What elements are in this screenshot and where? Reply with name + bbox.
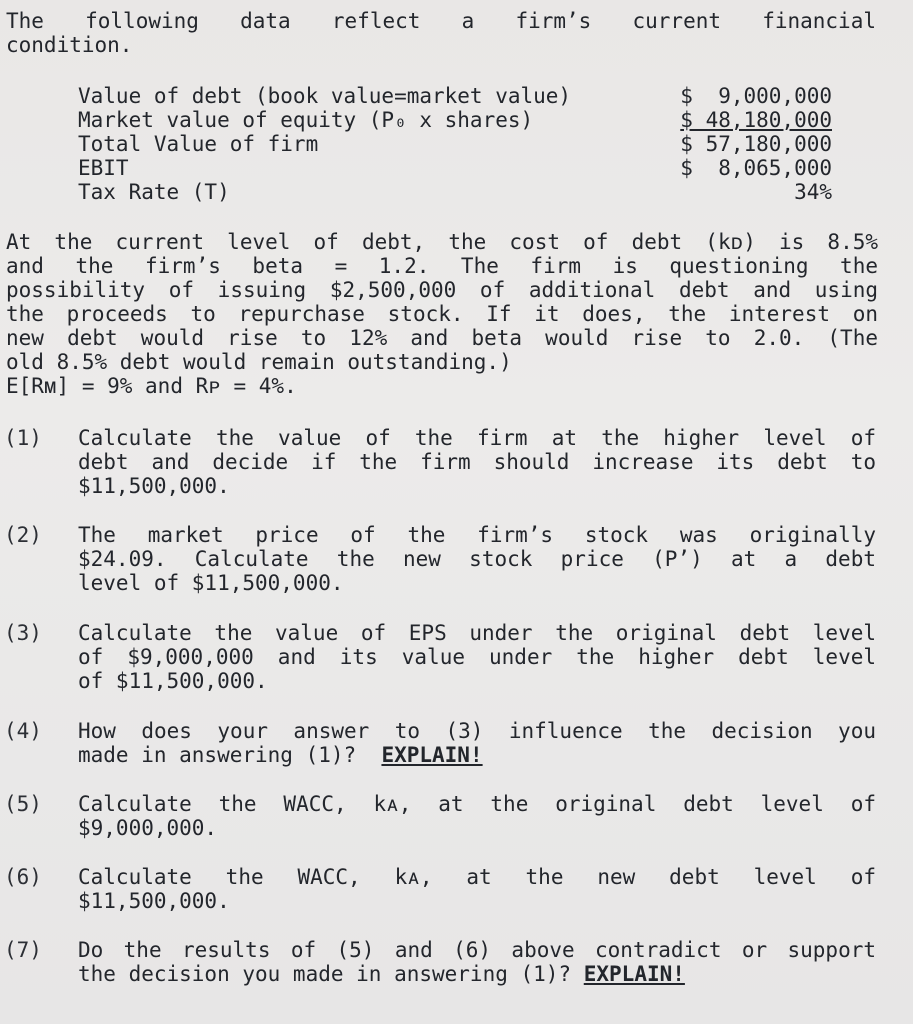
table-value: $ 9,000,000 bbox=[680, 84, 832, 108]
question-text: made in answering (1)? bbox=[78, 743, 357, 767]
table-label: Total Value of firm bbox=[78, 132, 319, 156]
table-value bbox=[660, 108, 832, 132]
question-body bbox=[78, 523, 876, 595]
table-label: Value of debt (book value=market value) bbox=[78, 84, 572, 108]
paragraph-line: E[Rᴍ] = 9% and Rᴘ = 4%. bbox=[6, 374, 297, 398]
table-label: EBIT bbox=[78, 156, 129, 180]
table-label: Market value of equity (P₀ x shares) bbox=[78, 108, 534, 132]
paragraph-line: the proceeds to repurchase stock. If it does, the interest on bbox=[6, 302, 878, 326]
question-line: $24.09. Calculate the new stock price (P’) at a debt bbox=[78, 547, 876, 571]
question-line: Calculate the WACC, kᴀ, at the new debt level of bbox=[78, 865, 876, 889]
question-line bbox=[78, 743, 876, 767]
paragraph-line: old 8.5% debt would remain outstanding.) bbox=[6, 350, 512, 374]
question-number: (4) bbox=[4, 719, 42, 743]
question-line bbox=[78, 962, 876, 986]
table-value-underlined: $ 48,180,000 bbox=[680, 108, 832, 132]
table-row bbox=[78, 180, 832, 204]
question-line: $11,500,000. bbox=[78, 889, 230, 913]
question-body bbox=[78, 719, 876, 767]
question-line: level of $11,500,000. bbox=[78, 571, 344, 595]
paragraph-line: new debt would rise to 12% and beta would rise to 2.0. (The bbox=[6, 326, 878, 350]
question-line: Calculate the value of the firm at the higher level of bbox=[78, 426, 876, 450]
question-body bbox=[78, 792, 876, 840]
problem-paragraph bbox=[6, 230, 878, 398]
paragraph-line: possibility of issuing $2,500,000 of additional debt and using bbox=[6, 278, 878, 302]
question-line: $9,000,000. bbox=[78, 816, 218, 840]
table-value: 34% bbox=[794, 180, 832, 204]
paragraph-line: At the current level of debt, the cost of debt (kᴅ) is 8.5% bbox=[6, 230, 878, 254]
explain-emphasis: EXPLAIN! bbox=[381, 743, 483, 767]
question-number: (7) bbox=[4, 938, 42, 962]
question-line: of $9,000,000 and its value under the higher debt level bbox=[78, 645, 876, 669]
explain-emphasis: EXPLAIN! bbox=[583, 962, 685, 986]
paragraph-line: and the firm’s beta = 1.2. The firm is questioning the bbox=[6, 254, 878, 278]
intro-line-2: condition. bbox=[6, 33, 133, 57]
question-body bbox=[78, 938, 876, 986]
table-label: Tax Rate (T) bbox=[78, 180, 230, 204]
intro-line-1: The following data reflect a firm’s current financial bbox=[6, 9, 876, 33]
question-line: $11,500,000. bbox=[78, 474, 230, 498]
question-number: (1) bbox=[4, 426, 42, 450]
question-line: Do the results of (5) and (6) above contradict or support bbox=[78, 938, 876, 962]
intro-text bbox=[6, 9, 876, 57]
question-text: the decision you made in answering (1)? bbox=[78, 962, 572, 986]
question-line: Calculate the value of EPS under the original debt level bbox=[78, 621, 876, 645]
question-number: (6) bbox=[4, 865, 42, 889]
question-number: (5) bbox=[4, 792, 42, 816]
question-number: (3) bbox=[4, 621, 42, 645]
question-line: How does your answer to (3) influence the decision you bbox=[78, 719, 876, 743]
question-line: of $11,500,000. bbox=[78, 669, 268, 693]
question-line: The market price of the firm’s stock was originally bbox=[78, 523, 876, 547]
table-row bbox=[78, 108, 832, 132]
question-number: (2) bbox=[4, 523, 42, 547]
question-body bbox=[78, 865, 876, 913]
question-line: debt and decide if the firm should increase its debt to bbox=[78, 450, 876, 474]
table-row bbox=[78, 84, 832, 108]
table-row bbox=[78, 132, 832, 156]
question-body bbox=[78, 426, 876, 498]
financial-condition-table bbox=[78, 84, 832, 204]
table-value: $ 57,180,000 bbox=[680, 132, 832, 156]
table-value: $ 8,065,000 bbox=[680, 156, 832, 180]
table-row bbox=[78, 156, 832, 180]
question-body bbox=[78, 621, 876, 693]
question-line: Calculate the WACC, kᴀ, at the original debt level of bbox=[78, 792, 876, 816]
